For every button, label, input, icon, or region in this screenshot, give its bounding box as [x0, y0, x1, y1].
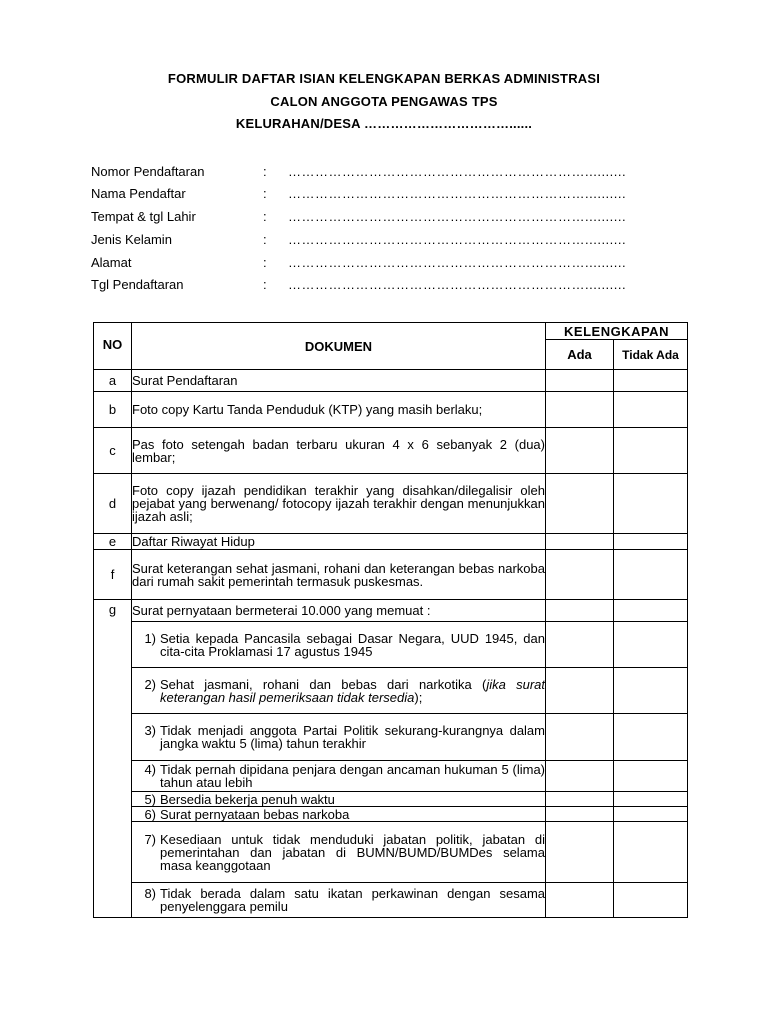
checklist-table [93, 322, 688, 918]
col-header-tidak-ada: Tidak Ada [614, 340, 688, 370]
nomor-pendaftaran-field[interactable]: ………………………………………………………….......... [288, 164, 627, 179]
sub-text-italic: jika surat keterangan hasil pemeriksaan tidak tersedia [160, 676, 545, 705]
ada-checkbox[interactable] [546, 883, 614, 918]
table-row [94, 600, 688, 622]
table-row [94, 474, 688, 534]
label-nama-pendaftar: Nama Pendaftar [91, 186, 186, 201]
tidak-ada-checkbox[interactable] [614, 392, 688, 428]
sub-number: 2) [144, 676, 156, 692]
row-no: e [94, 534, 132, 550]
sub-text: Surat pernyataan bebas narkoba [160, 806, 350, 822]
row-document: Surat pernyataan bermeterai 10.000 yang memuat : [132, 600, 546, 622]
col-header-no: NO [94, 323, 132, 370]
form-title-line3: KELURAHAN/DESA ……………………………...... [235, 116, 533, 131]
tidak-ada-checkbox[interactable] [614, 534, 688, 550]
col-header-dokumen: DOKUMEN [132, 323, 546, 370]
tidak-ada-checkbox[interactable] [614, 822, 688, 883]
colon: : [263, 164, 267, 179]
tidak-ada-checkbox[interactable] [614, 474, 688, 534]
sub-text: Tidak menjadi anggota Partai Politik sekurang-kurangnya dalam jangka waktu 5 (lima) tahun terakhir [160, 723, 545, 751]
tidak-ada-checkbox[interactable] [614, 807, 688, 822]
row-no: c [94, 428, 132, 474]
sub-text: Bersedia bekerja penuh waktu [160, 791, 335, 807]
tidak-ada-checkbox[interactable] [614, 761, 688, 792]
tidak-ada-checkbox[interactable] [614, 668, 688, 714]
ada-checkbox[interactable] [546, 807, 614, 822]
alamat-field[interactable]: ………………………………………………………….......... [288, 255, 627, 270]
colon: : [263, 209, 267, 224]
tidak-ada-checkbox[interactable] [614, 600, 688, 622]
row-no: g [94, 600, 132, 918]
ada-checkbox[interactable] [546, 761, 614, 792]
sub-text: Kesediaan untuk tidak menduduki jabatan politik, jabatan di pemerintahan dan jabatan di BUMN/BUMD/BUMDes selama masa keanggotaan [160, 831, 545, 873]
ada-checkbox[interactable] [546, 714, 614, 761]
label-alamat: Alamat [91, 255, 132, 270]
sub-row [94, 714, 688, 761]
form-title-line2: CALON ANGGOTA PENGAWAS TPS [270, 94, 498, 109]
sub-row [94, 622, 688, 668]
sub-number: 1) [144, 630, 156, 646]
sub-number: 8) [144, 886, 156, 901]
jenis-kelamin-field[interactable]: ………………………………………………………….......... [288, 232, 627, 247]
table-row [94, 550, 688, 600]
sub-text: Tidak pernah dipidana penjara dengan ancaman hukuman 5 (lima) tahun atau lebih [160, 762, 545, 790]
label-tempat-tgl-lahir: Tempat & tgl Lahir [91, 209, 196, 224]
sub-row [94, 668, 688, 714]
ada-checkbox[interactable] [546, 792, 614, 807]
sub-row [94, 761, 688, 792]
table-row [94, 370, 688, 392]
row-document: Daftar Riwayat Hidup [132, 534, 546, 550]
row-document: Foto copy Kartu Tanda Penduduk (KTP) yang masih berlaku; [132, 392, 546, 428]
row-no: d [94, 474, 132, 534]
colon: : [263, 232, 267, 247]
row-no: f [94, 550, 132, 600]
ada-checkbox[interactable] [546, 600, 614, 622]
sub-number: 5) [144, 791, 156, 807]
row-document: Surat keterangan sehat jasmani, rohani dan keterangan bebas narkoba dari rumah sakit pemerintah termasuk puskesmas. [132, 550, 546, 600]
ada-checkbox[interactable] [546, 550, 614, 600]
col-header-kelengkapan: KELENGKAPAN [546, 323, 688, 340]
colon: : [263, 186, 267, 201]
sub-text-end: ); [414, 689, 423, 705]
sub-number: 3) [144, 723, 156, 738]
tidak-ada-checkbox[interactable] [614, 428, 688, 474]
label-tgl-pendaftaran: Tgl Pendaftaran [91, 277, 184, 292]
label-nomor-pendaftaran: Nomor Pendaftaran [91, 164, 205, 179]
sub-number: 4) [144, 762, 156, 777]
ada-checkbox[interactable] [546, 370, 614, 392]
ada-checkbox[interactable] [546, 428, 614, 474]
tidak-ada-checkbox[interactable] [614, 883, 688, 918]
table-row [94, 428, 688, 474]
tempat-tgl-lahir-field[interactable]: ………………………………………………………….......... [288, 209, 627, 224]
table-row [94, 392, 688, 428]
form-title-line1: FORMULIR DAFTAR ISIAN KELENGKAPAN BERKAS ADMINISTRASI [167, 71, 601, 86]
nama-pendaftar-field[interactable]: ………………………………………………………….......... [288, 186, 627, 201]
sub-row [94, 792, 688, 807]
row-no: a [94, 370, 132, 392]
tidak-ada-checkbox[interactable] [614, 622, 688, 668]
table-row [94, 534, 688, 550]
sub-text: Sehat jasmani, rohani dan bebas dari narkotika ( [160, 676, 487, 692]
col-header-ada: Ada [546, 340, 614, 370]
sub-row [94, 807, 688, 822]
row-document: Surat Pendaftaran [132, 370, 546, 392]
row-no: b [94, 392, 132, 428]
tidak-ada-checkbox[interactable] [614, 714, 688, 761]
colon: : [263, 277, 267, 292]
tgl-pendaftaran-field[interactable]: ………………………………………………………….......... [288, 277, 627, 292]
colon: : [263, 255, 267, 270]
row-document: Pas foto setengah badan terbaru ukuran 4 x 6 sebanyak 2 (dua) lembar; [132, 428, 546, 474]
sub-text: Tidak berada dalam satu ikatan perkawinan dengan sesama penyelenggara pemilu [160, 886, 545, 914]
ada-checkbox[interactable] [546, 622, 614, 668]
ada-checkbox[interactable] [546, 474, 614, 534]
tidak-ada-checkbox[interactable] [614, 792, 688, 807]
sub-number: 7) [144, 831, 156, 847]
ada-checkbox[interactable] [546, 534, 614, 550]
sub-row [94, 883, 688, 918]
ada-checkbox[interactable] [546, 668, 614, 714]
row-document: Foto copy ijazah pendidikan terakhir yang disahkan/dilegalisir oleh pejabat yang berwenang/ fotocopy ijazah terakhir dengan menunjukkan ijazah asli; [132, 474, 546, 534]
sub-number: 6) [144, 806, 156, 822]
sub-text: Setia kepada Pancasila sebagai Dasar Negara, UUD 1945, dan cita-cita Proklamasi 17 agustus 1945 [160, 630, 545, 659]
tidak-ada-checkbox[interactable] [614, 550, 688, 600]
tidak-ada-checkbox[interactable] [614, 370, 688, 392]
label-jenis-kelamin: Jenis Kelamin [91, 232, 172, 247]
ada-checkbox[interactable] [546, 392, 614, 428]
ada-checkbox[interactable] [546, 822, 614, 883]
sub-row [94, 822, 688, 883]
